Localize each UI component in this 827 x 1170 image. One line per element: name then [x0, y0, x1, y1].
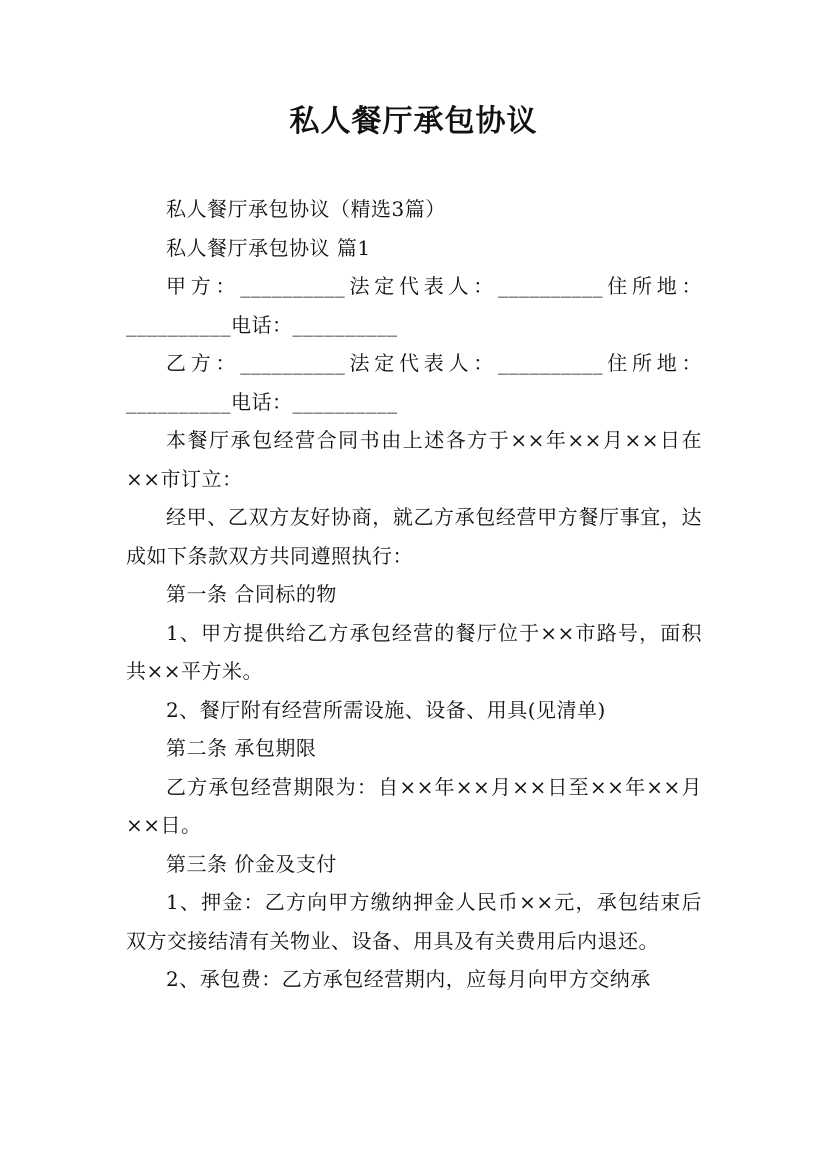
paragraph-subtitle: 私人餐厅承包协议（精选3篇） [166, 197, 446, 221]
article-3-heading: 第三条 价金及支付 [166, 851, 337, 876]
paragraph-section-heading: 私人餐厅承包协议 篇1 [166, 235, 371, 260]
article-3-item-2: 2、承包费：乙方承包经营期内，应每月向甲方交纳承 [166, 967, 651, 991]
paragraph-intro: 本餐厅承包经营合同书由上述各方于××年××月××日在××市订立： [126, 428, 702, 491]
paragraph-party-a: 甲方：__________法定代表人：__________住所地：__________电话：__________ [126, 274, 702, 337]
paragraph-agreement: 经甲、乙双方友好协商，就乙方承包经营甲方餐厅事宜，达成如下条款双方共同遵照执行： [126, 505, 702, 568]
paragraph-party-b: 乙方：__________法定代表人：__________住所地：__________电话：__________ [126, 351, 702, 414]
article-1-item-2: 2、餐厅附有经营所需设施、设备、用具(见清单) [166, 697, 606, 722]
article-2-text: 乙方承包经营期限为：自××年××月××日至××年××月××日。 [126, 774, 702, 837]
article-1-item-1: 1、甲方提供给乙方承包经营的餐厅位于××市路号，面积共××平方米。 [126, 620, 702, 683]
article-1-heading: 第一条 合同标的物 [166, 582, 337, 606]
article-2-heading: 第二条 承包期限 [166, 736, 317, 760]
document-title: 私人餐厅承包协议 [289, 104, 538, 139]
document-body [126, 190, 702, 999]
article-3-item-1: 1、押金：乙方向甲方缴纳押金人民币××元，承包结束后双方交接结清有关物业、设备、用具及有关费用后内退还。 [126, 890, 702, 953]
